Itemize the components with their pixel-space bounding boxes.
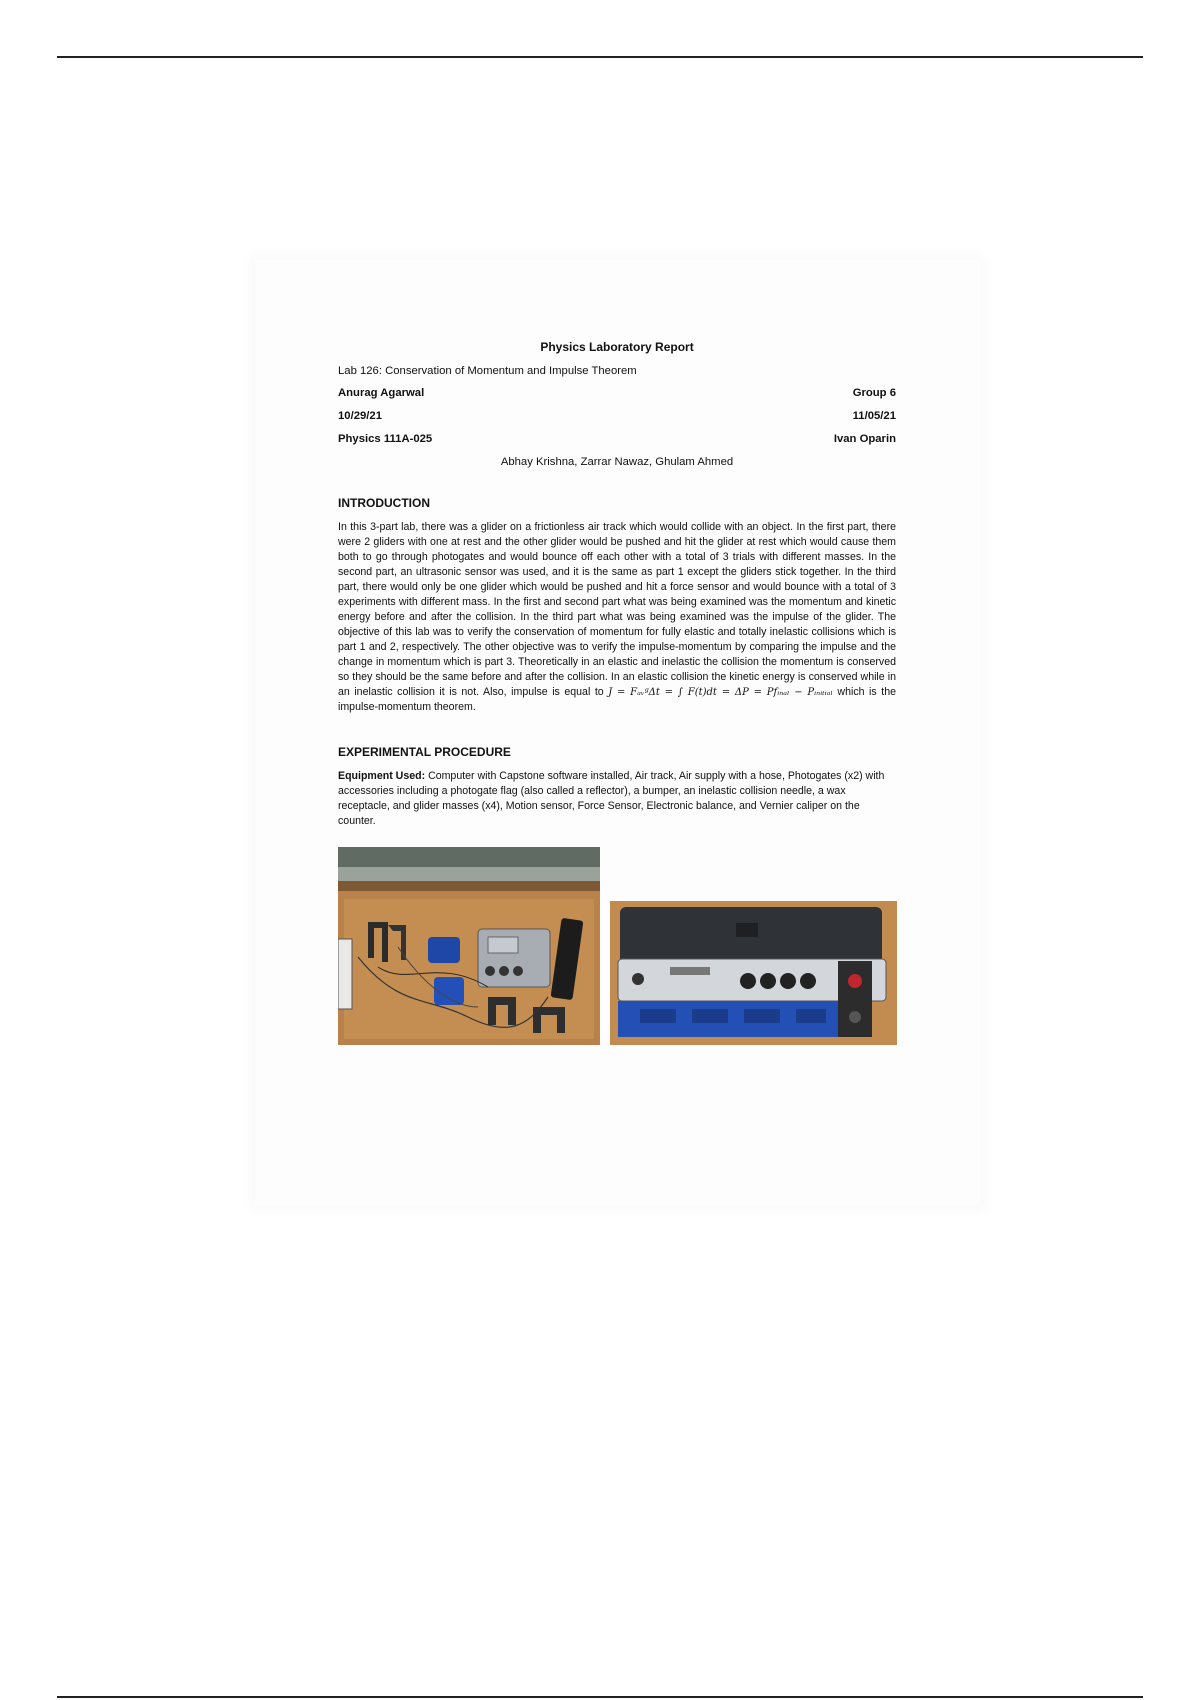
document-page <box>255 260 980 1205</box>
date-due: 11/05/21 <box>852 410 896 422</box>
introduction-paragraph <box>338 520 896 715</box>
header-row-2 <box>338 410 896 422</box>
bottom-rule <box>57 1696 1143 1698</box>
introduction-heading: INTRODUCTION <box>338 496 430 510</box>
top-rule <box>57 56 1143 58</box>
procedure-heading: EXPERIMENTAL PROCEDURE <box>338 745 511 759</box>
impulse-formula: J = FₐᵥᵍΔt = ∫ F(t)dt = ΔP = Pfᵢₙₐₗ − Pᵢₙᵢₜᵢₐₗ <box>608 687 833 698</box>
photo-row <box>338 847 896 1047</box>
author-name: Anurag Agarwal <box>338 387 425 399</box>
lab-title: Lab 126: Conservation of Momentum and Impulse Theorem <box>338 365 637 377</box>
report-content <box>338 340 896 1047</box>
report-title: Physics Laboratory Report <box>540 340 694 354</box>
introduction-body-end: which is the impulse-momentum theorem. <box>338 686 896 713</box>
date-performed: 10/29/21 <box>338 410 382 422</box>
lab-partners: Abhay Krishna, Zarrar Nawaz, Ghulam Ahmed <box>500 456 734 468</box>
equipment-paragraph <box>338 769 896 829</box>
course-name: Physics 111A-025 <box>338 433 433 445</box>
group-number: Group 6 <box>852 387 896 399</box>
lab-equipment-photo <box>338 847 600 1045</box>
header-row-3 <box>338 433 896 445</box>
equipment-list: Computer with Capstone software installed, Air track, Air supply with a hose, Photogates (x2) with accessories including a photogate flag (also called a reflector), a bumper, an inelastic collision needle, a wax receptacle, and glider masses (x4), Motion sensor, Force Sensor, Electronic balance, and Vernier caliper on the counter. <box>338 770 885 827</box>
introduction-body: In this 3-part lab, there was a glider on a frictionless air track which would collide with an object. In the first part, there were 2 gliders with one at rest and the other glider would be pushed and hit the glider at rest which would cause them both to go through photogates and would bounce off each other with a total of 3 trials with different masses. In the second part, an ultrasonic sensor was used, and it is the same as part 1 except the gliders stick together. In the third part, there would only be one glider which would be pushed and hit a force sensor and would bounce with a total of 3 experiments with different mass. In the first and second part what was being examined was the momentum and kinetic energy before and after the collision. In the third part what was being examined was the impulse of the glider. The objective of this lab was to verify the conservation of momentum for fully elastic and totally inelastic collisions which is part 1 and 2, respectively. The other objective was to verify the impulse-momentum by comparing the impulse and the change in momentum which is part 3. Theoretically in an elastic and inelastic the collision the momentum is conserved so they should be the same before and after the collision. In an elastic collision the kinetic energy is conserved while in an inelastic collision it is not. Also, impulse is equal to <box>338 521 896 698</box>
instructor-name: Ivan Oparin <box>833 433 896 445</box>
interface-box-photo <box>610 901 897 1045</box>
equipment-label: Equipment Used: <box>338 770 426 782</box>
header-row-1 <box>338 387 896 399</box>
